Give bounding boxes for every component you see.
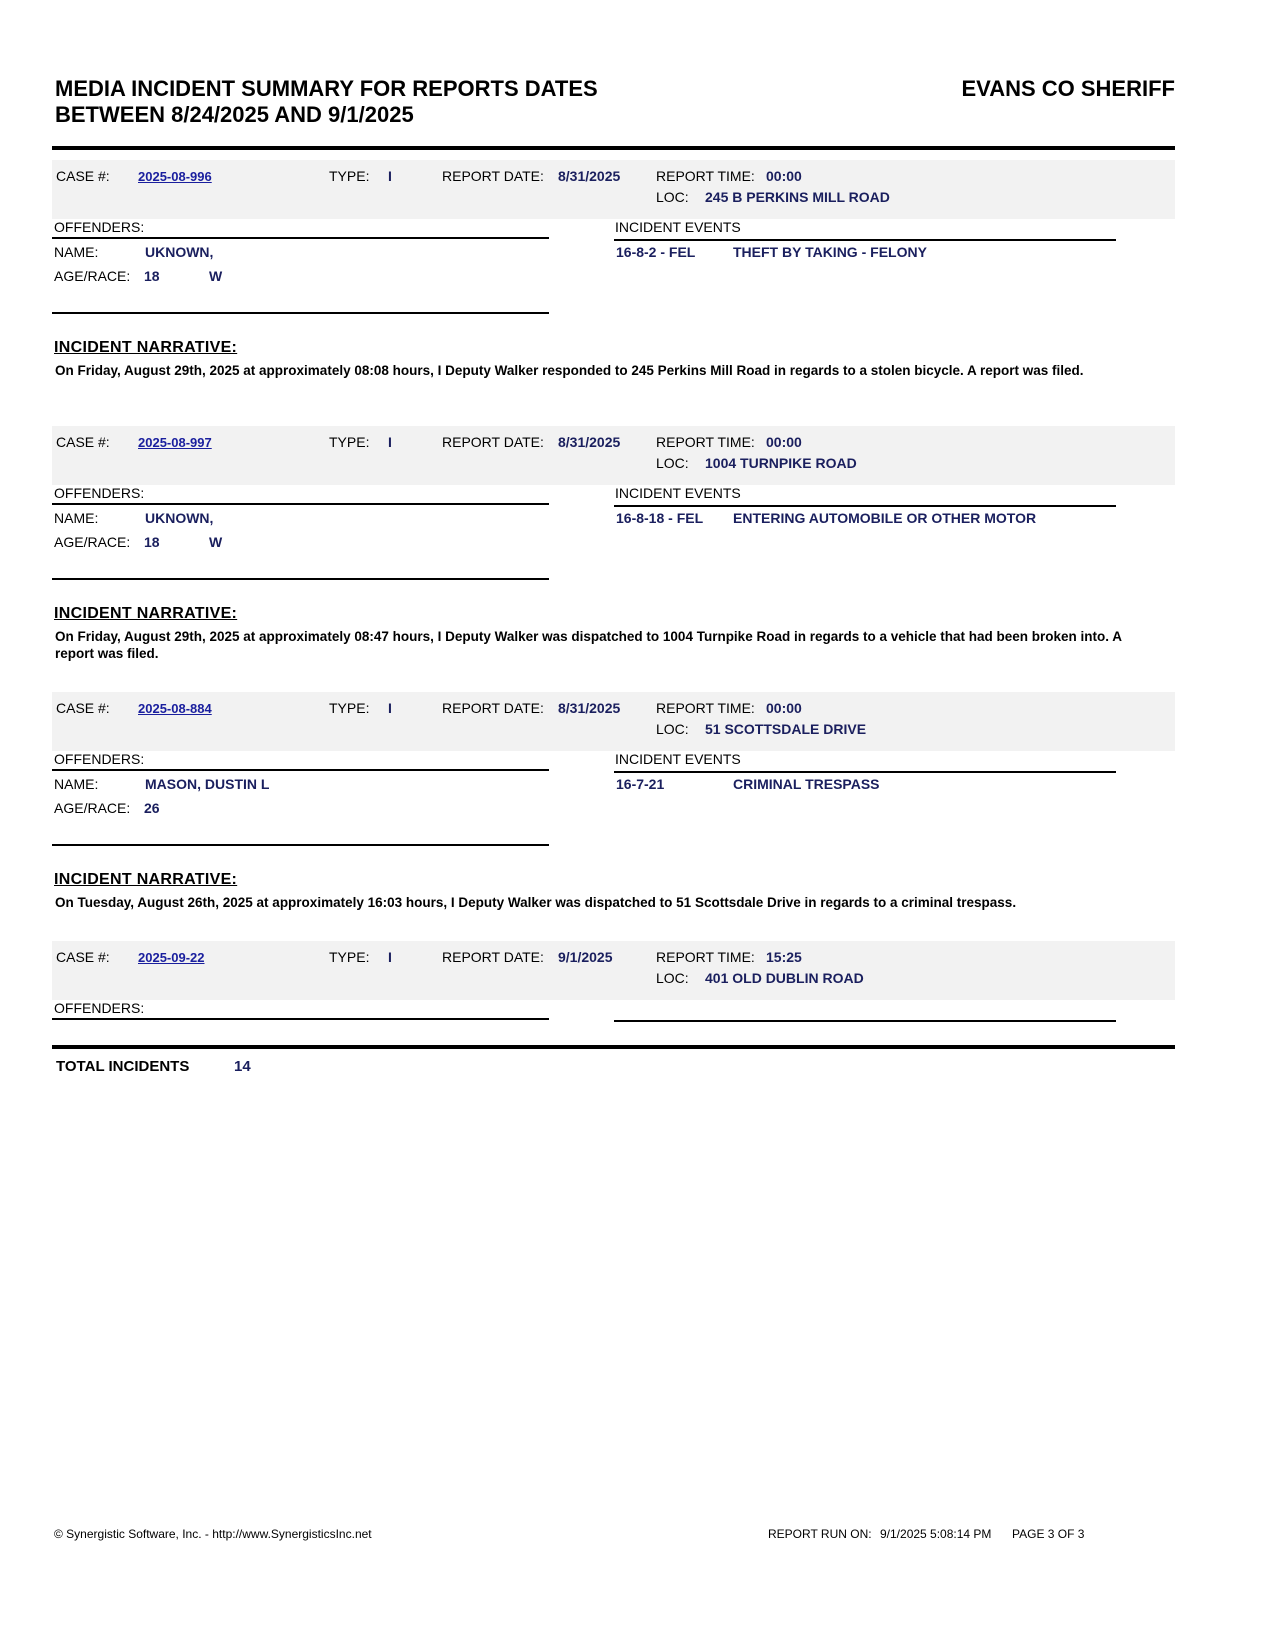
page-number: PAGE 3 OF 3: [1012, 1527, 1085, 1541]
offender-end-rule: [52, 312, 549, 314]
incident-events-rule: [614, 771, 1116, 773]
report-title: [55, 76, 598, 128]
event-code: 16-8-18 - FEL: [616, 510, 704, 526]
report-date-value: 8/31/2025: [558, 168, 621, 184]
name-label: NAME:: [54, 776, 99, 792]
report-date-value: 8/31/2025: [558, 700, 621, 716]
name-label: NAME:: [54, 244, 99, 260]
loc-value: 1004 TURNPIKE ROAD: [705, 455, 857, 471]
report-time-value: 00:00: [766, 700, 802, 716]
loc-value: 51 SCOTTSDALE DRIVE: [705, 721, 867, 737]
report-date-label: REPORT DATE:: [442, 949, 544, 965]
case-label: CASE #:: [56, 949, 110, 965]
total-incidents-label: TOTAL INCIDENTS: [56, 1058, 190, 1075]
type-value: I: [388, 168, 392, 184]
case-number-link[interactable]: 2025-09-22: [138, 950, 205, 965]
event-code: 16-7-21: [616, 776, 665, 792]
incident-events-rule: [614, 239, 1116, 241]
offender-name: MASON, DUSTIN L: [145, 776, 270, 792]
type-label: TYPE:: [329, 700, 370, 716]
type-value: I: [388, 700, 392, 716]
offender-name: UKNOWN,: [145, 244, 214, 260]
incident-events-label: INCIDENT EVENTS: [615, 219, 741, 235]
narrative-heading: INCIDENT NARRATIVE:: [54, 339, 238, 356]
incident-events-label: INCIDENT EVENTS: [615, 751, 741, 767]
report-title-line1: MEDIA INCIDENT SUMMARY FOR REPORTS DATES: [55, 76, 598, 101]
name-label: NAME:: [54, 510, 99, 526]
incident-events-rule: [614, 505, 1116, 507]
loc-value: 245 B PERKINS MILL ROAD: [705, 189, 890, 205]
offenders-rule: [52, 1018, 549, 1020]
incident-events-label: INCIDENT EVENTS: [615, 485, 741, 501]
case-number-link[interactable]: 2025-08-997: [138, 435, 212, 450]
loc-label: LOC:: [656, 189, 689, 205]
report-time-value: 00:00: [766, 168, 802, 184]
offender-end-rule: [52, 844, 549, 846]
report-time-value: 15:25: [766, 949, 802, 965]
offender-race: W: [209, 534, 223, 550]
offender-age: 18: [144, 268, 160, 284]
event-code: 16-8-2 - FEL: [616, 244, 696, 260]
report-date-value: 8/31/2025: [558, 434, 621, 450]
case-label: CASE #:: [56, 434, 110, 450]
report-date-label: REPORT DATE:: [442, 434, 544, 450]
offenders-rule: [52, 769, 549, 771]
footer-copyright: © Synergistic Software, Inc. - http://www.SynergisticsInc.net: [54, 1527, 372, 1541]
totals-divider: [52, 1045, 1175, 1049]
event-description: CRIMINAL TRESPASS: [733, 776, 880, 792]
loc-label: LOC:: [656, 455, 689, 471]
case-number-link[interactable]: 2025-08-996: [138, 169, 212, 184]
type-value: I: [388, 434, 392, 450]
offender-race: W: [209, 268, 223, 284]
narrative-heading: INCIDENT NARRATIVE:: [54, 605, 238, 622]
age-race-label: AGE/RACE:: [54, 268, 131, 284]
report-time-label: REPORT TIME:: [656, 949, 755, 965]
offenders-label: OFFENDERS:: [54, 219, 145, 235]
header-divider: [52, 146, 1175, 150]
narrative-text: On Friday, August 29th, 2025 at approximately 08:47 hours, I Deputy Walker was dispatched to 1004 Turnpike Road in regards to a vehicle that had been broken into. A report was filed.: [55, 629, 1122, 661]
incident-events-rule: [614, 1020, 1116, 1022]
report-time-value: 00:00: [766, 434, 802, 450]
case-label: CASE #:: [56, 168, 110, 184]
report-run-label: REPORT RUN ON:: [768, 1527, 872, 1541]
case-header-band: [52, 941, 1175, 1000]
report-title-line2: BETWEEN 8/24/2025 AND 9/1/2025: [55, 102, 414, 127]
type-label: TYPE:: [329, 434, 370, 450]
narrative-text: On Friday, August 29th, 2025 at approximately 08:08 hours, I Deputy Walker responded to 245 Perkins Mill Road in regards to a stolen bicycle. A report was filed.: [55, 363, 1084, 378]
case-label: CASE #:: [56, 700, 110, 716]
report-time-label: REPORT TIME:: [656, 434, 755, 450]
loc-label: LOC:: [656, 970, 689, 986]
event-description: ENTERING AUTOMOBILE OR OTHER MOTOR: [733, 510, 1037, 526]
event-description: THEFT BY TAKING - FELONY: [733, 244, 927, 260]
narrative-text: On Tuesday, August 26th, 2025 at approximately 16:03 hours, I Deputy Walker was dispatched to 51 Scottsdale Drive in regards to a criminal trespass.: [55, 895, 1017, 910]
type-value: I: [388, 949, 392, 965]
offenders-label: OFFENDERS:: [54, 485, 145, 501]
loc-value: 401 OLD DUBLIN ROAD: [705, 970, 864, 986]
age-race-label: AGE/RACE:: [54, 800, 131, 816]
report-date-label: REPORT DATE:: [442, 168, 544, 184]
agency-name: EVANS CO SHERIFF: [961, 76, 1175, 101]
total-incidents-value: 14: [234, 1058, 251, 1075]
offenders-rule: [52, 503, 549, 505]
offenders-rule: [52, 237, 549, 239]
offender-end-rule: [52, 578, 549, 580]
offender-age: 18: [144, 534, 160, 550]
offender-name: UKNOWN,: [145, 510, 214, 526]
report-date-value: 9/1/2025: [558, 949, 613, 965]
offenders-label: OFFENDERS:: [54, 1000, 145, 1016]
type-label: TYPE:: [329, 168, 370, 184]
offender-age: 26: [144, 800, 160, 816]
offenders-label: OFFENDERS:: [54, 751, 145, 767]
report-run-value: 9/1/2025 5:08:14 PM: [880, 1527, 992, 1541]
narrative-heading: INCIDENT NARRATIVE:: [54, 871, 238, 888]
type-label: TYPE:: [329, 949, 370, 965]
report-time-label: REPORT TIME:: [656, 700, 755, 716]
report-time-label: REPORT TIME:: [656, 168, 755, 184]
report-date-label: REPORT DATE:: [442, 700, 544, 716]
age-race-label: AGE/RACE:: [54, 534, 131, 550]
loc-label: LOC:: [656, 721, 689, 737]
case-number-link[interactable]: 2025-08-884: [138, 701, 212, 716]
